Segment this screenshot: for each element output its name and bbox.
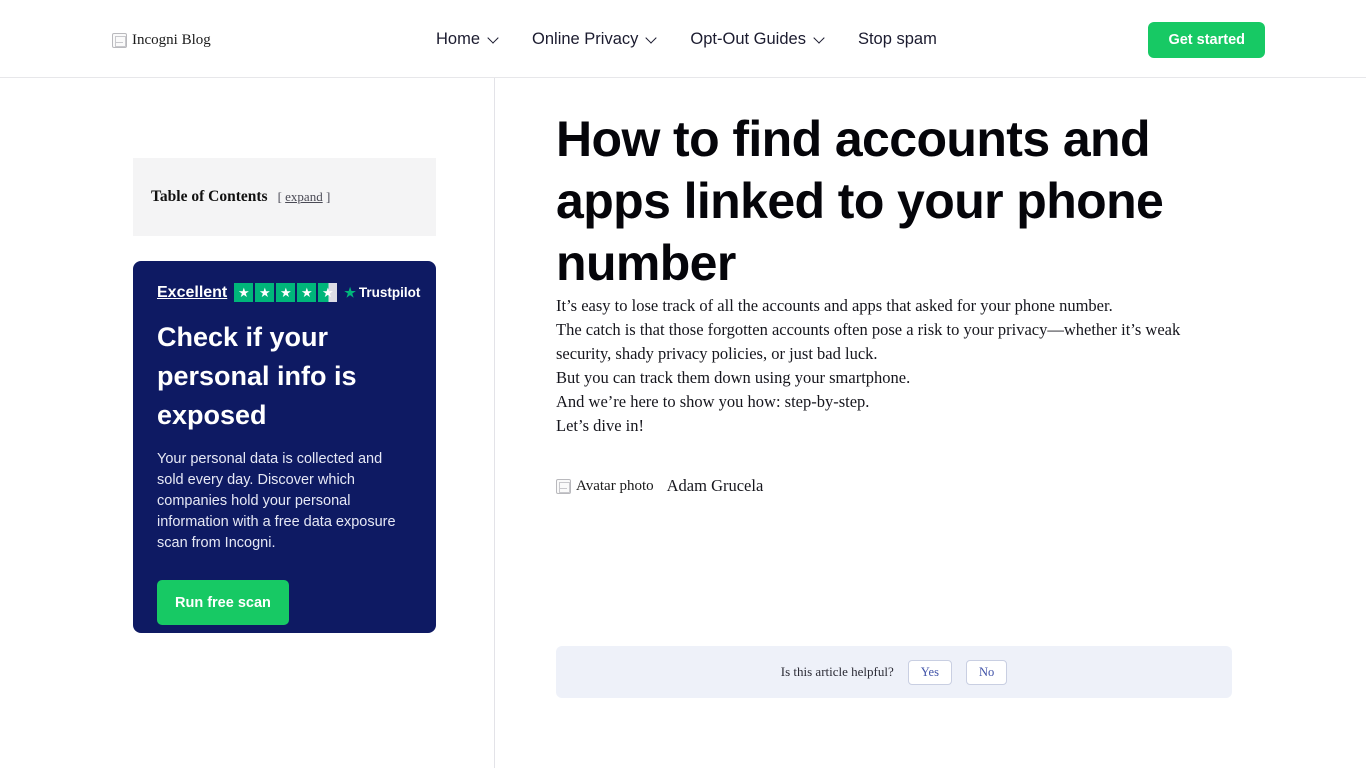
broken-image-glyph xyxy=(556,479,571,494)
article-paragraph: And we’re here to show you how: step-by-step. xyxy=(556,392,870,411)
chevron-down-icon xyxy=(815,34,825,44)
rating-word: Excellent xyxy=(157,283,228,301)
toc-expand-bracket-close: ] xyxy=(325,189,331,204)
nav-item-label: Stop spam xyxy=(857,30,937,48)
chevron-down-icon xyxy=(489,34,499,44)
logo-broken-image-icon xyxy=(112,32,211,49)
table-of-contents[interactable] xyxy=(133,158,436,236)
toc-title: Table of Contents xyxy=(151,188,268,205)
broken-image-glyph xyxy=(112,33,127,48)
get-started-button[interactable]: Get started xyxy=(1148,22,1265,58)
promo-card xyxy=(133,261,436,633)
page-title: How to find accounts and apps linked to your phone number xyxy=(556,111,1164,291)
feedback-no-button[interactable]: No xyxy=(966,660,1007,685)
article-paragraph: It’s easy to lose track of all the accounts and apps that asked for your phone number. xyxy=(556,296,1113,315)
sidebar xyxy=(0,78,495,768)
promo-heading: Check if your personal info is exposed xyxy=(157,322,357,430)
run-free-scan-button[interactable]: Run free scan xyxy=(157,580,289,625)
star-icon: ★ xyxy=(297,283,316,302)
feedback-question: Is this article helpful? xyxy=(780,664,894,679)
trustpilot-label: Trustpilot xyxy=(358,285,421,300)
author-name: Adam Grucela xyxy=(666,476,764,495)
star-icon: ★ xyxy=(276,283,295,302)
toc-expand-bracket-open: [ xyxy=(277,189,282,204)
star-icon: ★ xyxy=(255,283,274,302)
page-body xyxy=(0,78,1366,768)
article-byline xyxy=(556,476,1366,496)
nav-item-label: Opt-Out Guides xyxy=(690,30,806,48)
trustpilot-brand xyxy=(344,285,420,301)
star-half-icon: ★ xyxy=(318,283,337,302)
primary-navigation xyxy=(436,28,937,50)
trustpilot-rating[interactable] xyxy=(157,283,421,302)
chevron-down-icon xyxy=(647,34,657,44)
nav-item-opt-out-guides[interactable] xyxy=(690,28,825,50)
feedback-yes-button[interactable]: Yes xyxy=(908,660,952,685)
article-content xyxy=(495,78,1366,768)
promo-body-text: Your personal data is collected and sold every day. Discover which companies hold your personal information with a free data exposure scan from Incogni. xyxy=(157,451,396,551)
avatar-alt-text: Avatar photo xyxy=(576,477,654,494)
toc-expand-toggle[interactable] xyxy=(278,189,331,205)
avatar xyxy=(556,478,654,495)
trustpilot-star-icon: ★ xyxy=(344,284,356,300)
nav-item-stop-spam[interactable] xyxy=(858,28,937,50)
article-paragraph: Let’s dive in! xyxy=(556,416,644,435)
star-icon: ★ xyxy=(234,283,253,302)
article-paragraph: The catch is that those forgotten accounts often pose a risk to your privacy—whether it’s weak security, shady privacy policies, or just bad luck. xyxy=(556,320,1181,363)
toc-expand-label: expand xyxy=(285,189,323,204)
logo-alt-text: Incogni Blog xyxy=(132,32,211,48)
nav-item-home[interactable] xyxy=(436,28,499,50)
nav-item-label: Online Privacy xyxy=(532,30,639,48)
nav-item-label: Home xyxy=(436,30,481,48)
star-rating xyxy=(234,283,337,302)
site-logo[interactable] xyxy=(112,32,211,49)
nav-item-online-privacy[interactable] xyxy=(532,28,657,50)
article-paragraph: But you can track them down using your smartphone. xyxy=(556,368,911,387)
article-feedback xyxy=(556,646,1232,698)
site-header xyxy=(0,0,1366,78)
